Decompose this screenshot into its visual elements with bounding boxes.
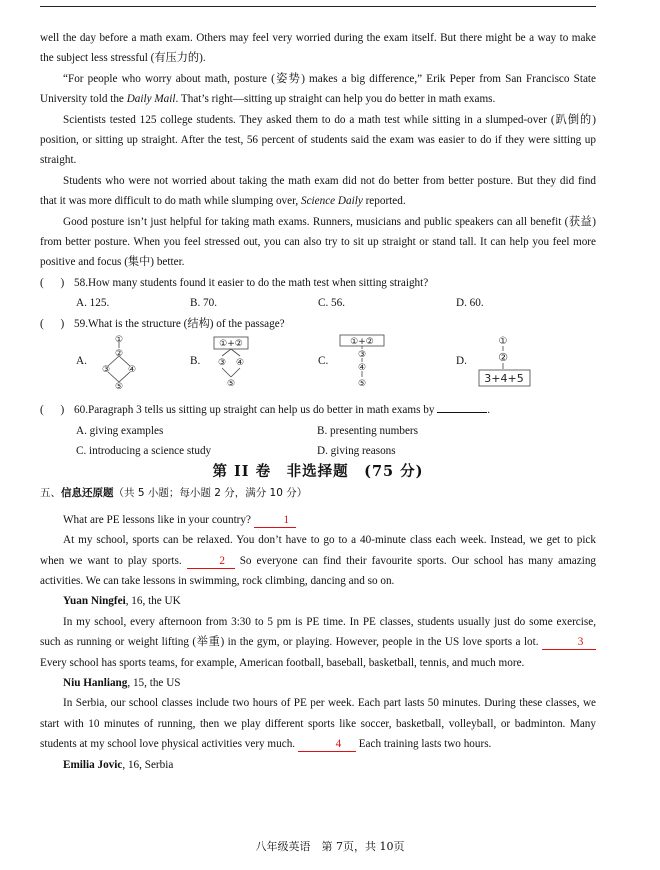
question-58-options	[40, 293, 596, 313]
node-1-plus-2: ①+②	[350, 337, 374, 348]
question-stem: 58.How many students found it easier to do the math test when sitting straight?	[74, 276, 429, 289]
node-3: ③	[357, 350, 367, 361]
option-b: B. 70.	[190, 297, 218, 310]
structure-diagram-a	[94, 334, 144, 394]
node-3: ③	[101, 365, 111, 376]
section-5-heading: 五、信息还原题（共 5 小题；每小题 2 分，满分 10 分）	[40, 487, 308, 500]
question-59	[40, 314, 596, 334]
option-d: D. giving reasons	[317, 444, 396, 457]
structure-diagram-d	[476, 334, 536, 396]
passage-paragraph-4: Good posture isn’t just helpful for taking math exams. Runners, musicians and public speakers can all benefit (获益) from better posture. When you feel stressed out, you can also try to sit up straight or stand tall. It can help you feel more positive and focus (集中) better.	[40, 215, 596, 269]
question-60-options-row-1	[40, 421, 596, 441]
top-rule	[40, 6, 596, 7]
option-a: A.	[76, 355, 87, 368]
passage-paragraph-1: “For people who worry about math, posture (姿势) makes a big difference,” Erik Peper from San Francisco State University told the Daily Mail. That’s right—sitting up straight can help you do better in math exams.	[40, 72, 596, 106]
answer-bracket[interactable]: ( )	[40, 276, 65, 289]
option-c: C. 56.	[318, 297, 346, 310]
signature-3: Emilia Jovic, 16, Serbia	[63, 758, 174, 771]
node-4: ④	[235, 358, 245, 369]
answer-bracket[interactable]: ( )	[40, 404, 65, 417]
section-5-name: 信息还原题	[61, 487, 114, 500]
option-a: A. 125.	[76, 297, 110, 310]
node-4: ④	[357, 363, 367, 374]
node-2: ②	[114, 349, 124, 360]
section-5-paragraph-2: In my school, every afternoon from 3:30 to 5 pm is PE time. In PE classes, students usually just do some exercise, such as running or weight lifting (举重) in the gym, or playing. However, people in the US love sports a lot. 3 Every school has sports teams, for example, American football, baseball, basketball, tennis, and much more.	[40, 615, 596, 669]
node-5: ⑤	[226, 379, 236, 390]
answer-blank-3[interactable]: 3	[542, 636, 596, 650]
source-daily-mail: Daily Mail	[126, 93, 176, 106]
question-59-diagrams	[76, 334, 596, 400]
node-1-plus-2: ①+②	[219, 339, 243, 350]
passage-paragraph-2: Scientists tested 125 college students. They asked them to do a math test while sitting in a slumped-over (趴倒的) position, or sitting up straight. After the test, 56 percent of students said the exam was easier to do if they were sitting up straight.	[40, 113, 596, 167]
node-1: ①	[114, 335, 124, 346]
node-3: ③	[217, 358, 227, 369]
section-5-paragraph-1: At my school, sports can be relaxed. You don’t have to go to a 40-minute class each week. Instead, we get to pick when we want to play sports. 2 So everyone can find their favourite sports. Our school has many amazing activities. We can take lessons in swimming, rock climbing, dancing and so on.	[40, 534, 597, 587]
source-science-daily: Science Daily	[300, 195, 363, 208]
passage-paragraph-0: well the day before a math exam. Others may feel very worried during the exam itself. But there might be a way to make the subject less stressful (有压力的).	[40, 32, 596, 65]
option-d: D. 60.	[456, 297, 484, 310]
section-5-intro: What are PE lessons like in your country? 1	[40, 510, 596, 530]
option-d: D.	[456, 355, 467, 368]
answer-blank-2[interactable]: 2	[187, 555, 235, 569]
structure-diagram-c	[336, 334, 392, 396]
passage-paragraph-3: Students who were not worried about taking the math exam did not do better from better posture. But they did find that it was more difficult to do math while slumping over, Science Daily reported.	[40, 174, 596, 208]
option-a: A. giving examples	[76, 424, 164, 437]
structure-diagram-b	[210, 336, 260, 392]
question-58	[40, 273, 596, 293]
section-5-paragraph-3: In Serbia, our school classes include two hours of PE per week. Each part lasts 50 minutes. During these classes, we start with 10 minutes of running, then we play different sports like soccer, basketball, volleyball, or badminton. Many students at my school love physical activities very much. 4 Each training lasts two hours.	[40, 697, 596, 751]
answer-blank-1[interactable]: 1	[254, 514, 296, 528]
option-c: C.	[318, 355, 329, 368]
node-1: ①	[498, 336, 508, 348]
answer-bracket[interactable]: ( )	[40, 317, 65, 330]
fill-in-blank[interactable]	[437, 402, 487, 413]
part-2-title: 第 II 卷 非选择题 (75 分)	[212, 463, 424, 481]
question-stem: 59.What is the structure (结构) of the passage?	[74, 317, 285, 330]
node-3-4-5: 3+4+5	[484, 372, 524, 386]
node-5: ⑤	[114, 382, 124, 393]
question-60-options-row-2	[40, 441, 596, 461]
page-footer: 八年级英语 第 7页，共 10页	[255, 840, 405, 853]
question-60	[40, 400, 596, 420]
answer-blank-4[interactable]: 4	[298, 738, 356, 752]
option-b: B. presenting numbers	[317, 424, 418, 437]
node-2: ②	[498, 351, 508, 365]
option-c: C. introducing a science study	[76, 444, 212, 457]
question-stem: 60.Paragraph 3 tells us sitting up straight can help us do better in math exams by .	[74, 404, 491, 417]
node-4: ④	[127, 365, 137, 376]
signature-1: Yuan Ningfei, 16, the UK	[63, 595, 181, 608]
option-b: B.	[190, 355, 201, 368]
node-5: ⑤	[357, 379, 367, 390]
signature-2: Niu Hanliang, 15, the US	[63, 676, 181, 689]
page-content	[40, 28, 596, 775]
